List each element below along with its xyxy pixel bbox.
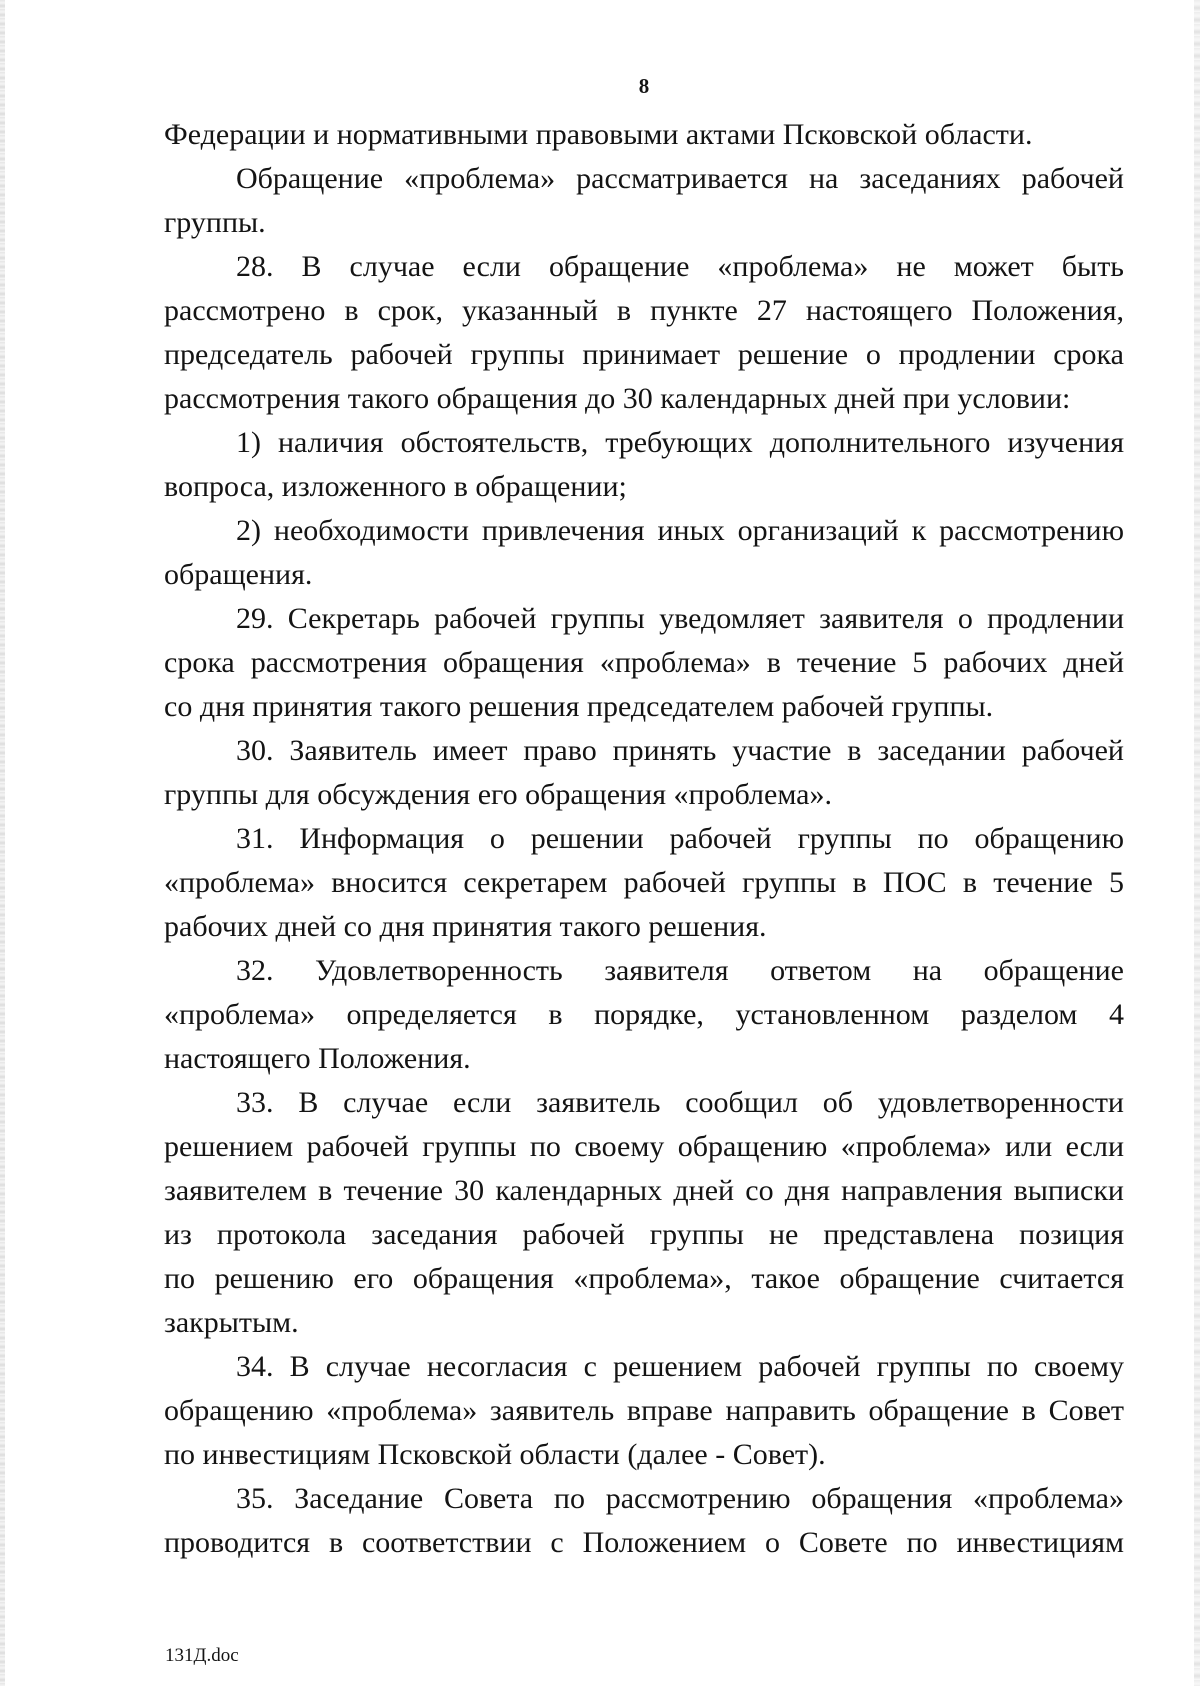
document-paragraph [164,245,1124,421]
paragraph-line: группы для обсуждения его обращения «проблема». [164,778,832,811]
document-paragraph [164,729,1124,817]
document-paragraph [164,157,1124,245]
paragraph-line: «проблема» вносится секретарем рабочей группы в ПОС в течение 5 [164,866,1124,899]
scan-edge-right [1194,0,1200,1686]
paragraph-line: 29. Секретарь рабочей группы уведомляет заявителя о продлении [236,602,1124,635]
paragraph-line: 33. В случае если заявитель сообщил об удовлетворенности [236,1086,1124,1119]
document-paragraph [164,1081,1124,1345]
paragraph-line: срока рассмотрения обращения «проблема» в течение 5 рабочих дней [164,646,1124,679]
document-paragraph [164,597,1124,729]
paragraph-line: по решению его обращения «проблема», такое обращение считается [164,1262,1124,1295]
page-number: 8 [638,74,650,98]
paragraph-line: обращения. [164,558,313,591]
paragraph-line: со дня принятия такого решения председателем рабочей группы. [164,690,994,723]
scan-edge-left [0,0,5,1686]
paragraph-line: группы. [164,206,266,239]
document-paragraph [164,1477,1124,1565]
paragraph-line: 34. В случае несогласия с решением рабочей группы по своему [236,1350,1124,1383]
paragraph-line: вопроса, изложенного в обращении; [164,470,627,503]
paragraph-line: 28. В случае если обращение «проблема» не может быть [236,250,1124,283]
paragraph-line: рабочих дней со дня принятия такого решения. [164,910,767,943]
paragraph-line: закрытым. [164,1306,299,1339]
paragraph-line: заявителем в течение 30 календарных дней со дня направления выписки [164,1174,1124,1207]
document-paragraph [164,421,1124,509]
document-paragraph [164,113,1124,157]
paragraph-line: 31. Информация о решении рабочей группы по обращению [236,822,1124,855]
document-paragraph [164,949,1124,1081]
paragraph-line: настоящего Положения. [164,1042,471,1075]
paragraph-line: 32. Удовлетворенность заявителя ответом на обращение [236,954,1124,987]
paragraph-line: проводится в соответствии с Положением о Совете по инвестициям [164,1526,1124,1559]
document-paragraph [164,509,1124,597]
paragraph-line: решением рабочей группы по своему обращению «проблема» или если [164,1130,1124,1163]
document-paragraph [164,1345,1124,1477]
document-paragraph [164,817,1124,949]
paragraph-line: 30. Заявитель имеет право принять участие в заседании рабочей [236,734,1124,767]
document-body [164,113,1124,1565]
paragraph-line: обращению «проблема» заявитель вправе направить обращение в Совет [164,1394,1124,1427]
paragraph-line: «проблема» определяется в порядке, установленном разделом 4 [164,998,1124,1031]
paragraph-line: рассмотрено в срок, указанный в пункте 27 настоящего Положения, [164,294,1124,327]
file-name-footer: 131Д.doc [165,1645,239,1666]
paragraph-line: 2) необходимости привлечения иных организаций к рассмотрению [236,514,1124,547]
paragraph-line: Обращение «проблема» рассматривается на заседаниях рабочей [236,162,1124,195]
paragraph-line: 35. Заседание Совета по рассмотрению обращения «проблема» [236,1482,1124,1515]
paragraph-line: рассмотрения такого обращения до 30 календарных дней при условии: [164,382,1071,415]
paragraph-line: из протокола заседания рабочей группы не представлена позиция [164,1218,1124,1251]
paragraph-line: Федерации и нормативными правовыми актами Псковской области. [164,118,1033,151]
paragraph-line: по инвестициям Псковской области (далее - Совет). [164,1438,826,1471]
paragraph-line: 1) наличия обстоятельств, требующих дополнительного изучения [236,426,1124,459]
paragraph-line: председатель рабочей группы принимает решение о продлении срока [164,338,1124,371]
